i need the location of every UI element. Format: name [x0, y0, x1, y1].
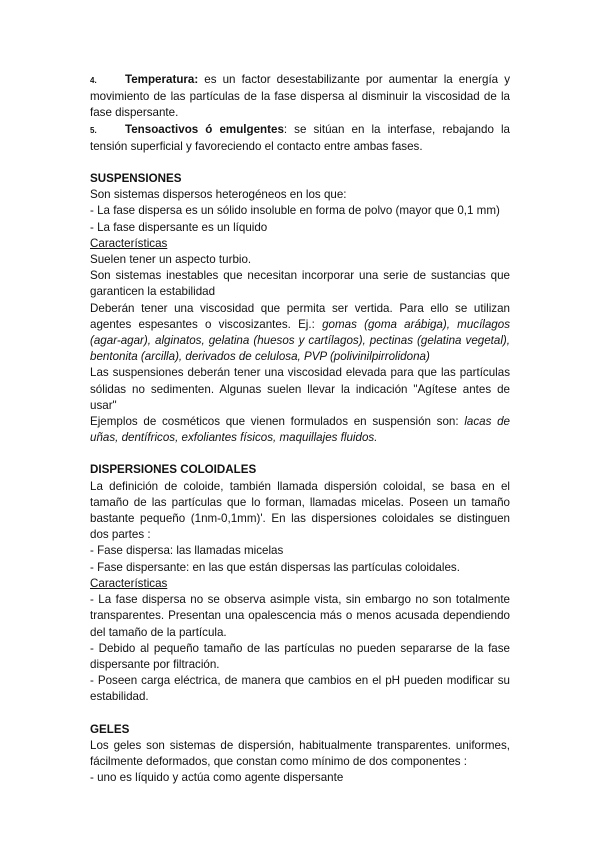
temperatura-text: es un factor desestabilizante por aumentar la energía y movimiento de las partículas de la fase dispersa al disminuir la viscosidad de la fase dispersante. — [90, 73, 510, 120]
geles-line-1: - uno es líquido y actúa como agente dispersante — [90, 771, 344, 785]
geles-p1: Los geles son sistemas de dispersión, habitualmente transparentes. uniformes, fácilmente deformados, que constan como mínimo de dos componentes : — [90, 738, 510, 768]
heading-suspensiones: SUSPENSIONES — [90, 172, 182, 186]
suspensiones-p2: Son sistemas inestables que necesitan incorporar una serie de sustancias que garanticen la estabilidad — [90, 269, 510, 299]
suspensiones-p4: Las suspensiones deberán tener una viscosidad elevada para que las partículas sólidas no sedimenten. Algunas suelen llevar la indicación "Agítese antes de usar" — [90, 366, 510, 412]
list-item-temperatura — [90, 72, 510, 122]
subheading-caracteristicas: Características — [90, 576, 168, 590]
suspensiones-p1: Suelen tener un aspecto turbio. — [90, 253, 252, 267]
suspensiones-p3-examples: gomas (goma arábiga), mucílagos (agar-agar), alginatos, gelatina (huesos y cartílagos), pectinas (gelatina vegetal), bentonita (arcilla), derivados de celulosa, PVP (polivinilpirrolidona) — [90, 317, 511, 364]
term-temperatura: Temperatura: — [125, 73, 199, 86]
term-tensoactivos: Tensoactivos ó emulgentes — [125, 122, 284, 136]
list-number: 4. — [90, 76, 97, 85]
coloidales-c2: - Debido al pequeño tamaño de las partículas no pueden separarse de la fase dispersante por filtración. — [90, 641, 510, 671]
suspensiones-line-2: - La fase dispersante es un líquido — [90, 220, 268, 234]
suspensiones-p3-text: Deberán tener una viscosidad que permita ser vertida. Para ello se utilizan agentes espesantes o viscosizantes. Ej.: — [90, 301, 510, 331]
coloidales-c3: - Poseen carga eléctrica, de manera que cambios en el pH pueden modificar su estabilidad. — [90, 674, 510, 704]
heading-dispersiones-coloidales: DISPERSIONES COLOIDALES — [90, 463, 257, 477]
suspensiones-line-1: - La fase dispersa es un sólido insoluble en forma de polvo (mayor que 0,1 mm) — [90, 204, 500, 218]
page-content — [90, 72, 510, 786]
suspensiones-p3 — [90, 301, 510, 366]
suspensiones-p5-examples: lacas de uñas, dentífricos, exfoliantes físicos, maquillajes fluidos. — [90, 415, 510, 445]
subheading-caracteristicas: Características — [90, 236, 168, 250]
coloidales-c1: - La fase dispersa no se observa asimple vista, sin embargo no son totalmente transparentes. Presentan una opalescencia más o menos acusada dependiendo del tamaño de la partícula. — [90, 593, 510, 639]
list-item-tensoactivos — [90, 122, 510, 155]
list-number: 5. — [90, 125, 97, 135]
heading-geles: GELES — [90, 722, 130, 736]
suspensiones-p5 — [90, 414, 510, 446]
coloidales-line-2: - Fase dispersante: en las que están dispersas las partículas coloidales. — [90, 560, 460, 574]
coloidales-line-1: - Fase dispersa: las llamadas micelas — [90, 544, 284, 558]
suspensiones-intro: Son sistemas dispersos heterogéneos en los que: — [90, 188, 347, 202]
coloidales-p1: La definición de coloide, también llamada dispersión coloidal, se basa en el tamaño de las partículas que lo forman, llamadas micelas. Poseen un tamaño bastante pequeño (1nm-0,1mm)'. En las dispersiones coloidales se distinguen dos partes : — [90, 479, 510, 542]
tensoactivos-text: : se sitúan en la interfase, rebajando la tensión superficial y favoreciendo el contacto entre ambas fases. — [90, 122, 510, 153]
suspensiones-p5-text: Ejemplos de cosméticos que vienen formulados en suspensión son: — [90, 415, 465, 429]
